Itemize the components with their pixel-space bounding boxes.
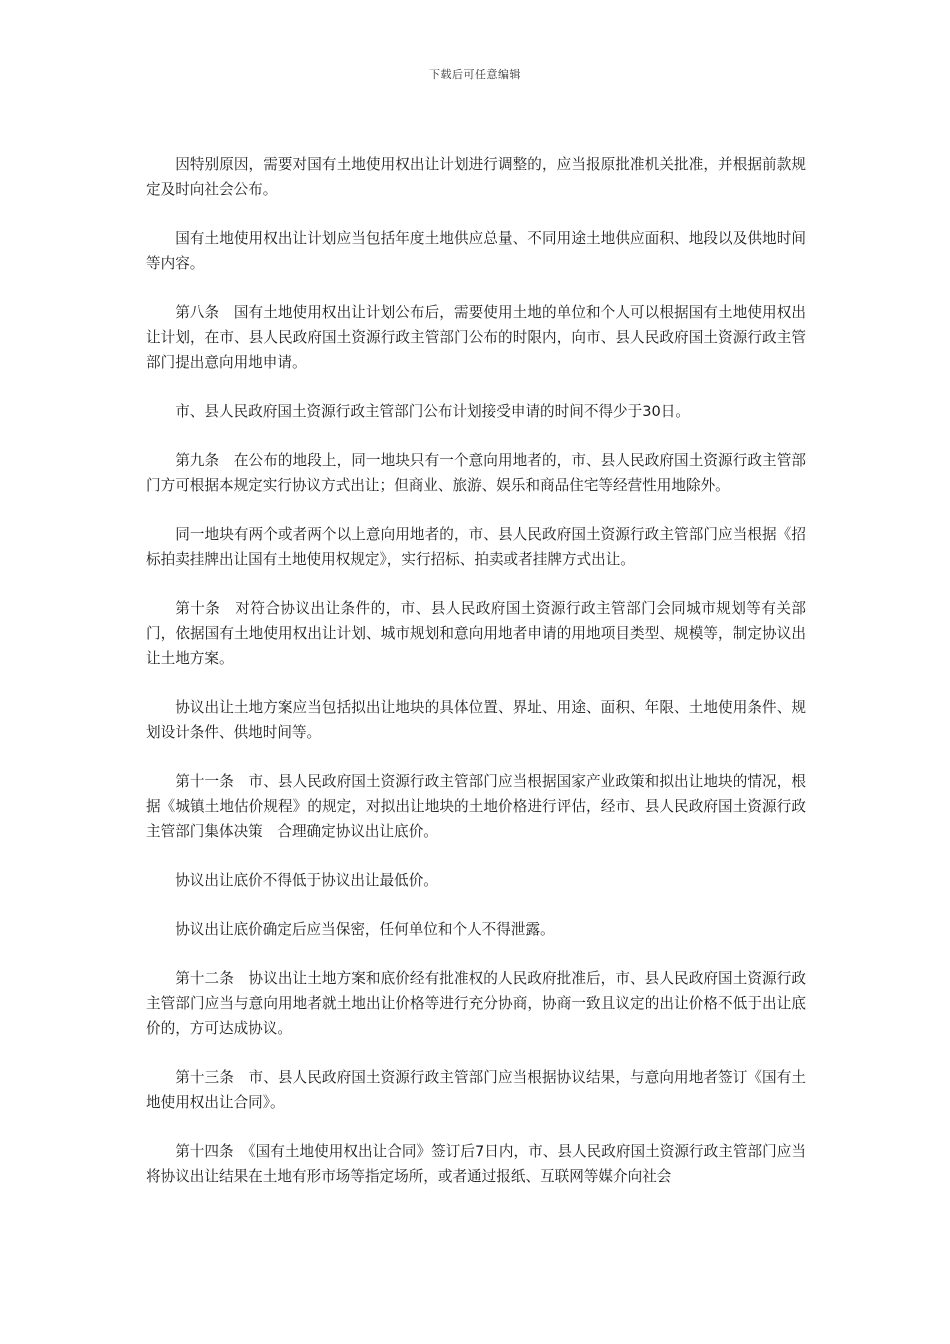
paragraph: 市、县人民政府国土资源行政主管部门公布计划接受申请的时间不得少于30日。 [175,403,690,420]
paragraph-article-8: 第八条 国有土地使用权出让计划公布后，需要使用土地的单位和个人可以根据国有土地使用权出让计划，在市、县人民政府国土资源行政主管部门公布的时限内，向市、县人民政府国土资源行政主管部门提出意向用地申请。 [146,304,806,371]
paragraph: 协议出让底价不得低于协议出让最低价。 [175,872,438,889]
paragraph: 协议出让底价确定后应当保密，任何单位和个人不得泄露。 [175,921,555,938]
paragraph-article-11: 第十一条 市、县人民政府国土资源行政主管部门应当根据国家产业政策和拟出让地块的情况，根据《城镇土地估价规程》的规定，对拟出让地块的土地价格进行评估，经市、县人民政府国土资源行政主管部门集体决策 合理确定协议出让底价。 [146,773,806,840]
paragraph-article-10: 第十条 对符合协议出让条件的，市、县人民政府国土资源行政主管部门会同城市规划等有关部门，依据国有土地使用权出让计划、城市规划和意向用地者申请的用地项目类型、规模等，制定协议出让土地方案。 [146,600,806,667]
paragraph: 同一地块有两个或者两个以上意向用地者的，市、县人民政府国土资源行政主管部门应当根据《招标拍卖挂牌出让国有土地使用权规定》，实行招标、拍卖或者挂牌方式出让。 [146,526,806,568]
paragraph: 协议出让土地方案应当包括拟出让地块的具体位置、界址、用途、面积、年限、土地使用条件、规划设计条件、供地时间等。 [146,699,806,741]
paragraph-article-13: 第十三条 市、县人民政府国土资源行政主管部门应当根据协议结果，与意向用地者签订《国有土地使用权出让合同》。 [146,1069,806,1111]
paragraph-article-12: 第十二条 协议出让土地方案和底价经有批准权的人民政府批准后，市、县人民政府国土资源行政主管部门应当与意向用地者就土地出让价格等进行充分协商，协商一致且议定的出让价格不低于出让底价的，方可达成协议。 [146,970,806,1037]
paragraph: 国有土地使用权出让计划应当包括年度土地供应总量、不同用途土地供应面积、地段以及供地时间等内容。 [146,230,806,272]
document-body [146,152,806,1213]
paragraph-article-9: 第九条 在公布的地段上，同一地块只有一个意向用地者的，市、县人民政府国土资源行政主管部门方可根据本规定实行协议方式出让；但商业、旅游、娱乐和商品住宅等经营性用地除外。 [146,452,806,494]
paragraph-article-14: 第十四条 《国有土地使用权出让合同》签订后7日内，市、县人民政府国土资源行政主管部门应当将协议出让结果在土地有形市场等指定场所，或者通过报纸、互联网等媒介向社会 [146,1143,806,1185]
page-header-note: 下载后可任意编辑 [429,68,521,81]
paragraph: 因特别原因，需要对国有土地使用权出让计划进行调整的，应当报原批准机关批准，并根据前款规定及时向社会公布。 [146,156,806,198]
